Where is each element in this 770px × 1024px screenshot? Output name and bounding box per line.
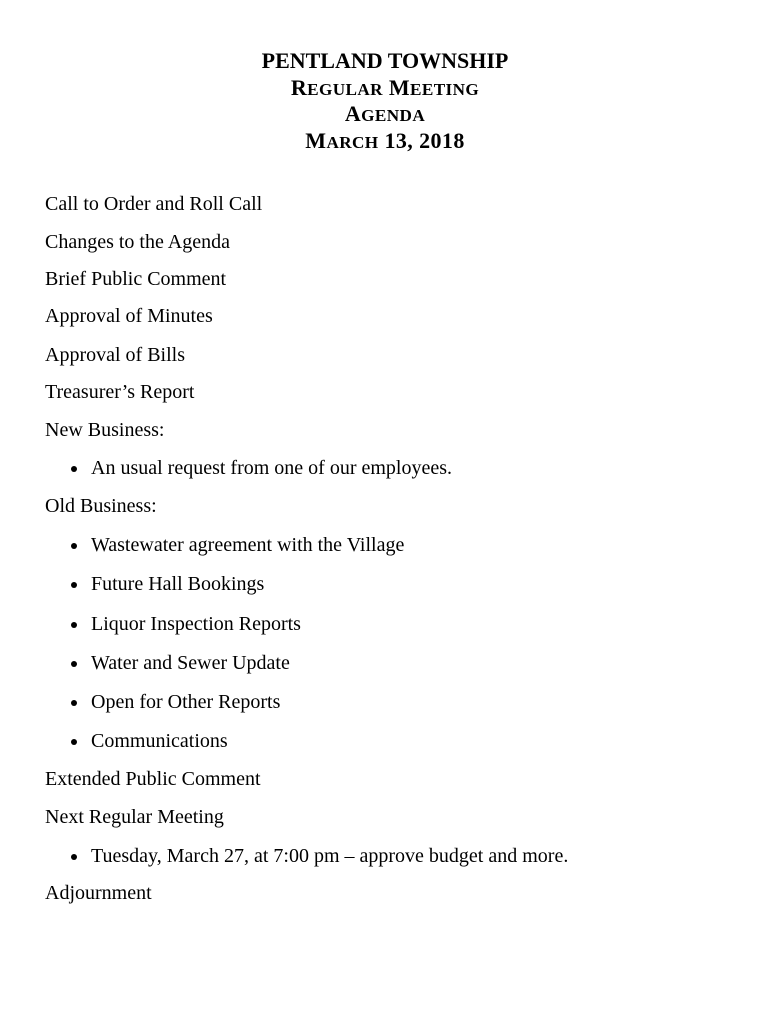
section-next-regular-meeting: Next Regular Meeting xyxy=(45,806,224,828)
agenda-item-extended-public-comment: Extended Public Comment xyxy=(45,768,261,790)
old-business-item-text: Liquor Inspection Reports xyxy=(91,613,301,635)
bullet-icon xyxy=(71,543,77,549)
small-caps-text: ARCH xyxy=(326,133,379,152)
bullet-icon xyxy=(71,466,77,472)
small-caps-text: GENDA xyxy=(361,106,426,125)
old-business-item xyxy=(91,572,264,596)
next-meeting-item-text: Tuesday, March 27, at 7:00 pm – approve budget and more. xyxy=(91,845,569,867)
old-business-item xyxy=(91,729,228,753)
township-name: PENTLAND TOWNSHIP xyxy=(261,48,509,73)
agenda-item-brief-public-comment: Brief Public Comment xyxy=(45,268,227,290)
bullet-icon xyxy=(71,622,77,628)
agenda-item-changes-to-agenda: Changes to the Agenda xyxy=(45,231,230,253)
small-caps-text: EETING xyxy=(410,80,480,99)
meeting-date: MARCH 13, 2018 xyxy=(305,128,465,153)
old-business-item xyxy=(91,690,280,714)
bullet-icon xyxy=(71,661,77,667)
agenda-item-approval-of-bills: Approval of Bills xyxy=(45,344,185,366)
document-title: AGENDA xyxy=(344,101,426,126)
old-business-item xyxy=(91,612,301,636)
old-business-item-text: Future Hall Bookings xyxy=(91,573,265,595)
bullet-icon xyxy=(71,700,77,706)
old-business-item-text: Wastewater agreement with the Village xyxy=(91,534,405,556)
section-old-business: Old Business: xyxy=(45,495,157,517)
old-business-item-text: Open for Other Reports xyxy=(91,691,281,713)
agenda-item-call-to-order: Call to Order and Roll Call xyxy=(45,193,263,215)
old-business-item-text: Water and Sewer Update xyxy=(91,652,290,674)
meeting-type: REGULAR MEETING xyxy=(290,75,480,100)
section-new-business: New Business: xyxy=(45,419,165,441)
bullet-icon xyxy=(71,582,77,588)
old-business-item xyxy=(91,533,404,557)
agenda-item-adjournment: Adjournment xyxy=(45,882,152,904)
old-business-item-text: Communications xyxy=(91,730,228,752)
next-meeting-item xyxy=(91,844,568,868)
small-caps-text: EGULAR xyxy=(307,80,383,99)
bullet-icon xyxy=(71,739,77,745)
bullet-icon xyxy=(71,854,77,860)
new-business-item-text: An usual request from one of our employees. xyxy=(91,457,453,479)
new-business-item xyxy=(91,456,452,480)
agenda-item-treasurers-report: Treasurer’s Report xyxy=(45,381,195,403)
old-business-item xyxy=(91,651,290,675)
agenda-item-approval-of-minutes: Approval of Minutes xyxy=(45,305,213,327)
